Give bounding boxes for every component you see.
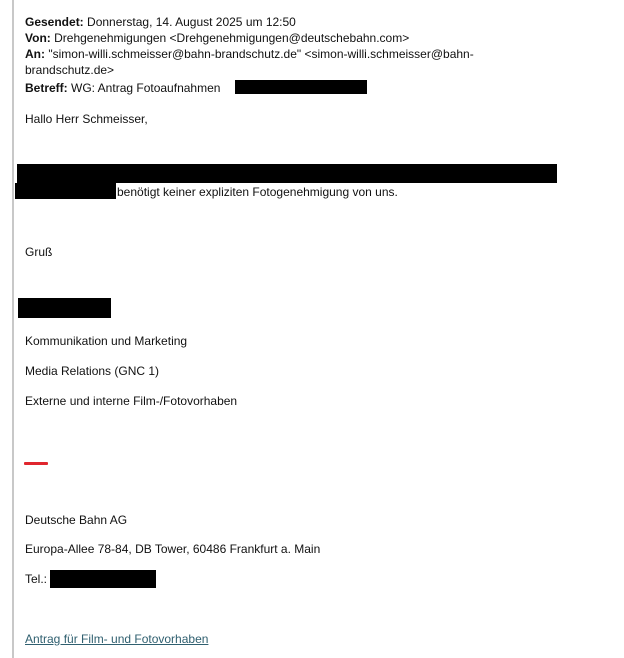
- film-photo-request-link[interactable]: Antrag für Film- und Fotovorhaben: [25, 632, 209, 646]
- sent-line: [25, 14, 296, 30]
- to-label: An:: [25, 47, 45, 61]
- to-line: [25, 46, 474, 62]
- sent-value: Donnerstag, 14. August 2025 um 12:50: [87, 15, 296, 29]
- from-label: Von:: [25, 31, 51, 45]
- to-value-line2: brandschutz.de>: [25, 63, 115, 77]
- from-value: Drehgenehmigungen <Drehgenehmigungen@deutschebahn.com>: [54, 31, 410, 45]
- subject-line: [25, 80, 220, 96]
- sent-label: Gesendet:: [25, 15, 84, 29]
- signature-unit: Media Relations (GNC 1): [25, 364, 160, 378]
- to-line-continued: [25, 62, 114, 78]
- tel-redaction: [50, 570, 156, 588]
- signature-address: Europa-Allee 78-84, DB Tower, 60486 Frankfurt a. Main: [25, 542, 321, 556]
- message-tail: benötigt keiner expliziten Fotogenehmigung von uns.: [117, 185, 398, 199]
- message-redaction-line2: [15, 183, 116, 199]
- quote-border: [12, 0, 14, 658]
- signature-tel-label: Tel.:: [25, 572, 48, 586]
- signature-role: Externe und interne Film-/Fotovorhaben: [25, 394, 238, 408]
- signature-company: Deutsche Bahn AG: [25, 513, 128, 527]
- db-logo-icon: [24, 462, 48, 465]
- subject-value: WG: Antrag Fotoaufnahmen: [71, 81, 221, 95]
- subject-label: Betreff:: [25, 81, 68, 95]
- closing: Gruß: [25, 245, 53, 259]
- subject-redaction: [235, 80, 367, 94]
- signature-department: Kommunikation und Marketing: [25, 334, 188, 348]
- greeting: Hallo Herr Schmeisser,: [25, 112, 148, 126]
- sender-name-redaction: [18, 298, 111, 318]
- message-redaction-line1: [17, 164, 557, 183]
- from-line: [25, 30, 409, 46]
- to-value-line1: "simon-willi.schmeisser@bahn-brandschutz.de" <simon-willi.schmeisser@bahn-: [48, 47, 474, 61]
